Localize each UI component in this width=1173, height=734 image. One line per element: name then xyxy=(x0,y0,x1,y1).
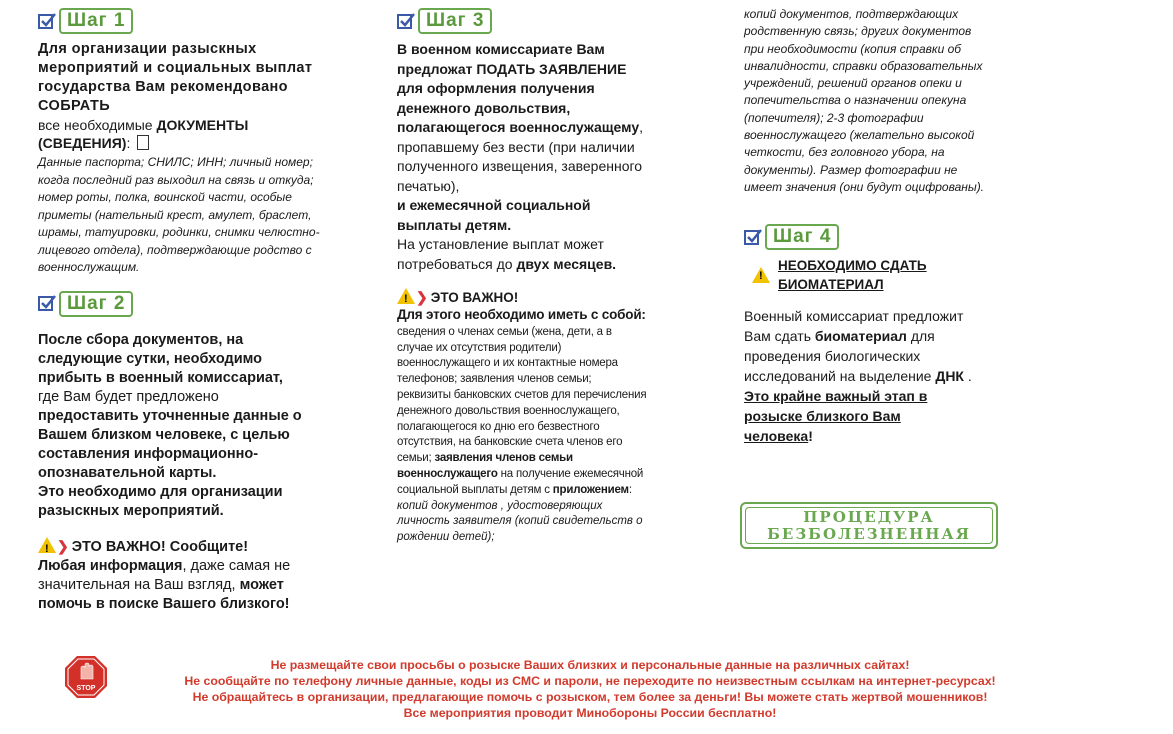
step-2-header xyxy=(38,291,328,317)
footer-line: Все мероприятия проводит Минобороны России бесплатно! xyxy=(403,706,777,720)
documents-continued: копий документов, подтверждающих родственную связь; других документов при необходимости (копия справки об инвалидности, справки образовательных учреждений, решений органов опеки и попечительства о назначении опекуна (попечителя); 2-3 фотографии военнослужащего (желательно высокой четкости, без головного убора, на документы). Размер фотографии не имеет значения (они будут оцифрованы). xyxy=(744,7,985,194)
arrow-icon: ❯ xyxy=(416,289,428,305)
step-3-requirements: Для этого необходимо иметь с собой: сведения о членах семьи (жена, дети, а в случае их отсутствия родители) военнослужащего и их контактные номера телефонов; заявления членов семьи; реквизиты банковских счетов для перечисления денежного довольствия военнослужащего, полагающегося ко дню его безвестного отсутствия, на банковские счета членов его семьи; заявления членов семьи военнослужащего на получение ежемесячной социальной выплаты детям с приложением: xyxy=(397,307,647,496)
step-4-label: Шаг 4 xyxy=(765,224,839,250)
step-3-payment: и ежемесячной социальной выплаты детям. xyxy=(397,197,591,233)
footer-warnings xyxy=(120,657,1060,721)
document-icon xyxy=(137,135,149,150)
stop-sign-icon xyxy=(64,655,108,699)
step-3-important: ! ❯ ЭТО ВАЖНО! xyxy=(397,288,647,306)
footer-line: Не сообщайте по телефону личные данные, коды из СМС и пароли, не переходите по неизвестным ссылкам на интернет-ресурсах! xyxy=(184,674,996,688)
step-1-documents: все необходимые ДОКУМЕНТЫ (СВЕДЕНИЯ): xyxy=(38,117,249,151)
column-1 xyxy=(38,0,328,614)
warning-icon: ! xyxy=(397,288,415,304)
step-3-label: Шаг 3 xyxy=(418,8,492,34)
warning-icon: ! xyxy=(752,267,770,283)
stop-sign-text: STOP xyxy=(76,685,96,692)
step-2-important: ! ❯ ЭТО ВАЖНО! Сообщите! xyxy=(38,537,328,557)
step-1-label: Шаг 1 xyxy=(59,8,133,34)
step-4-emphasis: Это крайне важный этап в розыске близкого Вам человека! xyxy=(744,388,928,445)
step-2-arrive: После сбора документов, на следующие сутки, необходимо прибыть в военный комиссариат, xyxy=(38,331,283,386)
step-2-purpose: Это необходимо для организации разыскных мероприятий. xyxy=(38,483,283,519)
step-2-offer: где Вам будет предложено xyxy=(38,388,219,405)
arrow-icon: ❯ xyxy=(57,537,69,554)
checkbox-icon xyxy=(38,14,53,29)
step-2-label: Шаг 2 xyxy=(59,291,133,317)
checkbox-icon xyxy=(744,230,759,245)
step-3-duration: На установление выплат может потребоваться до двух месяцев. xyxy=(397,236,617,272)
step-1-intro: Для организации разыскных мероприятий и социальных выплат государства Вам рекомендовано СОБРАТЬ xyxy=(38,41,313,114)
footer-line: Не размещайте свои просьбы о розыске Ваших близких и персональные данные на различных сайтах! xyxy=(270,658,910,672)
step-4-title-row xyxy=(752,256,994,294)
column-2 xyxy=(397,0,647,546)
step-4-header xyxy=(744,224,994,250)
step-3-header xyxy=(397,8,647,34)
step-3-text: В военном комиссариате Вам предложат ПОДАТЬ ЗАЯВЛЕНИЕ для оформления получения денежного довольствия, полагающегося военнослужащему, пропавшему без вести (при наличии полученного извещения, заверенного печатью), xyxy=(397,41,644,194)
step-4-title: НЕОБХОДИМО СДАТЬ БИОМАТЕРИАЛ xyxy=(778,258,927,293)
step-2-data: предоставить уточненные данные о Вашем близком человеке, с целью составления информационно-опознавательной карты. xyxy=(38,407,302,481)
footer-line: Не обращайтесь в организации, предлагающие помочь с розыском, тем более за деньги! Вы можете стать жертвой мошенников! xyxy=(192,690,988,704)
warning-icon: ! xyxy=(38,537,56,553)
step-3-copies: копий документов , удостоверяющих личность заявителя (копий свидетельств о рождении детей); xyxy=(397,499,643,544)
step-2-important-text: Любая информация, даже самая не значительная на Ваш взгляд, может помочь в поиске Вашего близкого! xyxy=(38,557,291,612)
painless-procedure-stamp: ПРОЦЕДУРА БЕЗБОЛЕЗНЕННАЯ xyxy=(740,502,998,549)
step-4-text: Военный комиссариат предложит Вам сдать биоматериал для проведения биологических исследований на выделение ДНК . xyxy=(744,308,972,385)
step-1-header xyxy=(38,8,328,34)
checkbox-icon xyxy=(38,296,53,311)
step-1-details: Данные паспорта; СНИЛС; ИНН; личный номер; когда последний раз выходил на связь и откуда; номер роты, полка, воинской части, особые приметы (нательный крест, амулет, браслет, шрамы, татуировки, родинки, снимки челюстно-лицевого отдела), подтверждающие родство с военнослужащим. xyxy=(38,155,320,274)
column-3 xyxy=(744,0,994,446)
checkbox-icon xyxy=(397,14,412,29)
